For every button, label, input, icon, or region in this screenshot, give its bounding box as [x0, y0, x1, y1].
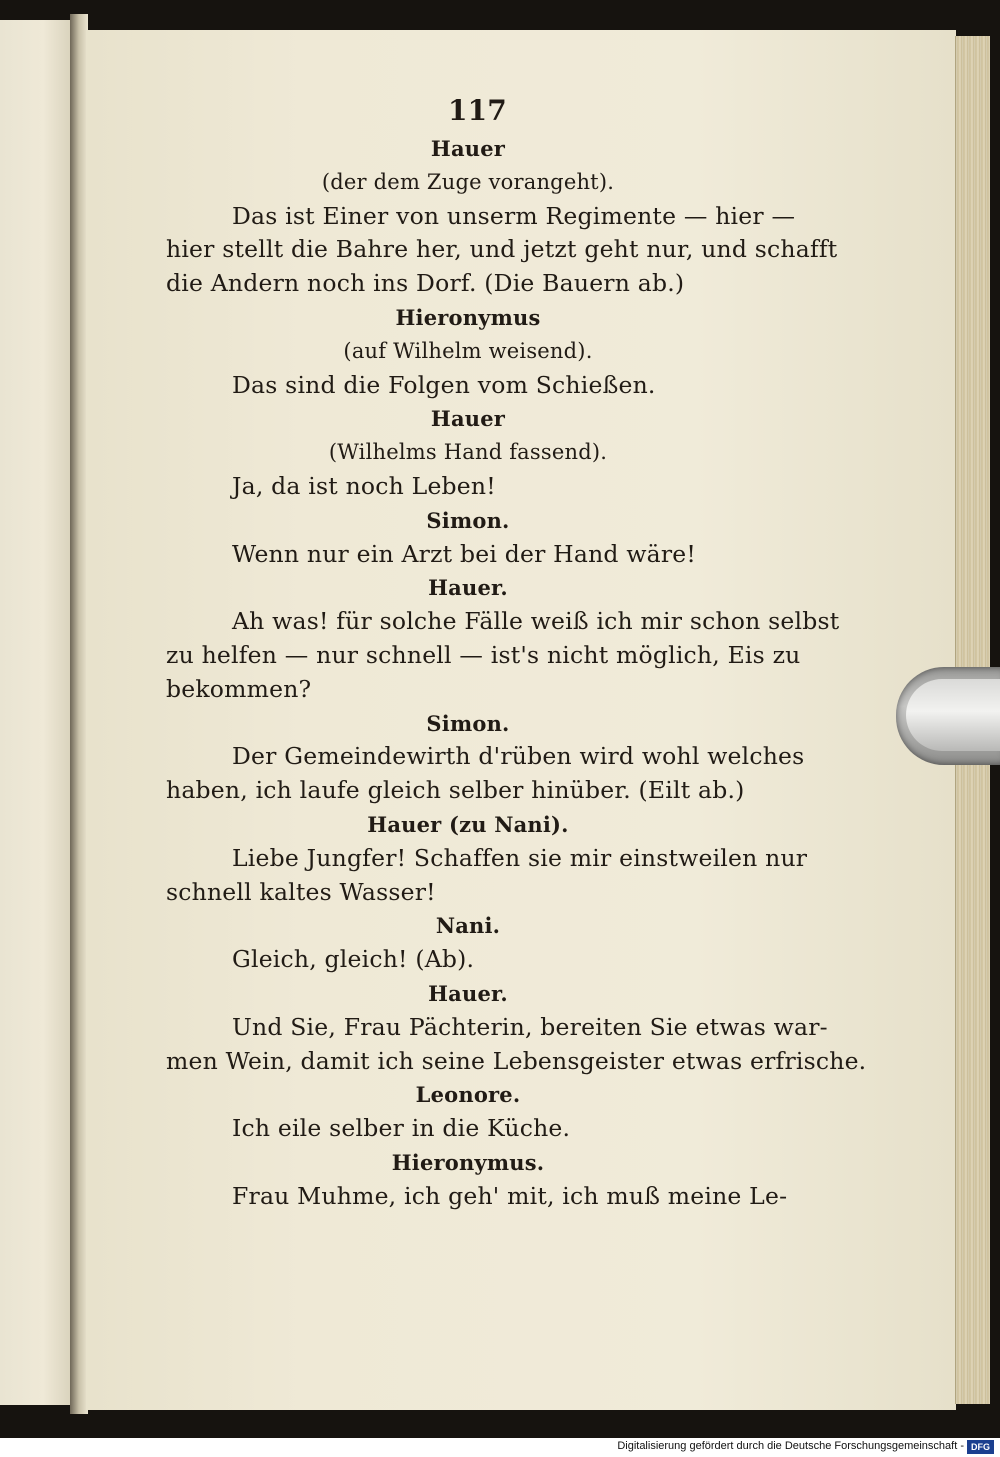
left-page-edge: [0, 20, 73, 1405]
speaker-name: Leonore.: [415, 1082, 521, 1108]
text-line: bekommen?: [166, 674, 312, 703]
text-line: Das ist Einer von unserm Regimente — hier —: [232, 201, 796, 230]
stage-direction: (Wilhelms Hand fassend).: [328, 440, 608, 465]
speaker-name: Hauer: [430, 406, 506, 432]
book-clamp-highlight: [906, 679, 1000, 751]
text-line: Ich eile selber in die Küche.: [232, 1114, 571, 1143]
speaker-name: Nani.: [435, 913, 501, 939]
text-line: die Andern noch ins Dorf. (Die Bauern ab.): [166, 269, 685, 298]
text-line: Das sind die Folgen vom Schießen.: [232, 370, 656, 399]
text-line: Liebe Jungfer! Schaffen sie mir einstweilen nur: [232, 843, 808, 872]
speaker-name: Simon.: [426, 507, 510, 533]
text-line: Und Sie, Frau Pächterin, bereiten Sie etwas war-: [232, 1012, 828, 1041]
text-line: Ja, da ist noch Leben!: [232, 471, 496, 500]
speaker-name: Hieronymus.: [391, 1149, 545, 1175]
text-line: Ah was! für solche Fälle weiß ich mir schon selbst: [232, 607, 840, 636]
stage-direction: (auf Wilhelm weisend).: [343, 338, 593, 363]
stage-direction: (der dem Zuge vorangeht).: [321, 169, 615, 194]
speaker-name: Hauer.: [428, 575, 508, 601]
text-line: men Wein, damit ich seine Lebensgeister etwas erfrische.: [166, 1046, 867, 1075]
text-line: Wenn nur ein Arzt bei der Hand wäre!: [232, 539, 697, 568]
text-line: Gleich, gleich! (Ab).: [232, 945, 475, 974]
text-line: schnell kaltes Wasser!: [166, 877, 436, 906]
speaker-name: Hauer (zu Nani).: [367, 811, 569, 837]
text-line: hier stellt die Bahre her, und jetzt geht nur, und schafft: [166, 235, 838, 264]
digitization-credit: Digitalisierung gefördert durch die Deutsche Forschungsgemeinschaft -: [617, 1440, 964, 1452]
text-line: haben, ich laufe gleich selber hinüber. (Eilt ab.): [166, 776, 745, 805]
page-text: [166, 90, 867, 1214]
speaker-name: Simon.: [426, 710, 510, 736]
speaker-name: Hauer: [430, 136, 506, 161]
speaker-name: Hauer.: [428, 980, 508, 1006]
page-number: 117: [447, 94, 507, 127]
dfg-logo: DFG: [967, 1440, 994, 1454]
text-line: zu helfen — nur schnell — ist's nicht möglich, Eis zu: [166, 640, 801, 669]
footer-bar: [0, 1438, 1000, 1457]
speaker-name: Hieronymus: [395, 304, 541, 330]
text-line: Frau Muhme, ich geh' mit, ich muß meine Le-: [232, 1181, 788, 1210]
text-line: Der Gemeindewirth d'rüben wird wohl welches: [232, 742, 805, 771]
